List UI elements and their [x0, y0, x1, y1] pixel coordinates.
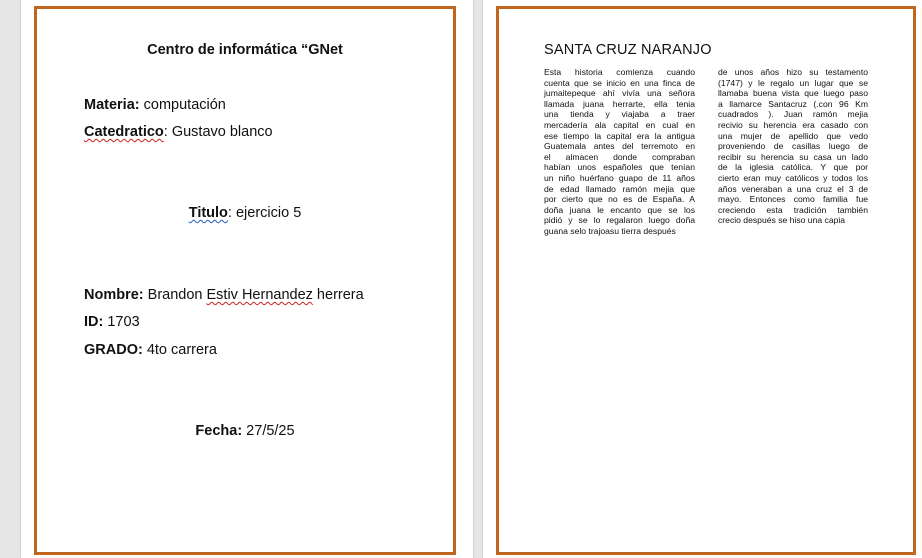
document-page-cover [21, 0, 473, 558]
nombre-label: Nombre: [84, 287, 144, 303]
story-line: de la iglesia católica. Y que por [718, 162, 868, 173]
story-line: recivio su herencia era casado con [718, 119, 868, 130]
fecha-line [37, 423, 453, 439]
catedratico-line [84, 124, 273, 140]
story-line: cierto eran muy católicos y todos los [718, 172, 868, 183]
id-value: 1703 [103, 314, 140, 330]
grado-line [84, 342, 217, 358]
story-line: llamaba buena vista que luego paso [718, 88, 868, 99]
id-label: ID: [84, 314, 104, 330]
story-line: una mujer de apellido que vedo [718, 130, 868, 141]
story-line: un niño huérfano guapo de 11 años [544, 172, 695, 183]
story-line: habían unos españoles que tenían [544, 162, 695, 173]
story-line: una tienda y viajaba a traer [544, 109, 695, 120]
story-line: mercadería ala capital en cual en [544, 119, 695, 130]
nombre-pre: Brandon [143, 287, 207, 303]
story-line: Guatemala antes del terremoto en [544, 141, 695, 152]
materia-value: computación [139, 97, 226, 113]
catedratico-value: : Gustavo blanco [163, 124, 273, 140]
fecha-value: 27/5/25 [242, 423, 295, 439]
titulo-value: : ejercicio 5 [227, 205, 302, 221]
nombre-spell: Estiv Hernandez [206, 287, 313, 303]
story-line: mayo. Entonces como familia fue [718, 194, 868, 205]
document-page-story [483, 0, 922, 558]
id-line [84, 314, 140, 330]
story-line: proveniendo de casillas luego de [718, 141, 868, 152]
story-line: por cierto que no es de España. A [544, 194, 695, 205]
grado-value: 4to carrera [142, 342, 217, 358]
materia-line [84, 97, 226, 113]
story-line: de unos años hizo su testamento [718, 67, 868, 77]
story-column-right [718, 67, 868, 226]
story-line: jumaitepeque ahí vivía una señora [544, 88, 695, 99]
story-column-left [544, 67, 695, 237]
cover-title: Centro de informática “GNet [147, 42, 343, 58]
story-line: doña juana le encanto que se los [544, 204, 695, 215]
titulo-line [37, 205, 453, 221]
materia-label: Materia: [84, 97, 140, 113]
story-line: cuadrados ). Juan ramón mejia [718, 109, 868, 120]
fecha-label: Fecha: [195, 423, 243, 439]
story-line: recibir su herencia su casa un lado [718, 151, 868, 162]
titulo-label: Titulo [188, 205, 228, 221]
catedratico-label: Catedratico [84, 124, 164, 140]
nombre-line [84, 287, 364, 303]
story-line: Esta historia comienza cuando [544, 67, 695, 77]
story-line: de edad llamado ramón mejia que [544, 183, 695, 194]
story-title: SANTA CRUZ NARANJO [544, 42, 712, 58]
story-line: años veneraban a una cruz el 3 de [718, 183, 868, 194]
story-line: el almacen donde compraban [544, 151, 695, 162]
story-line: a llamarce Santacruz (.con 96 Km [718, 98, 868, 109]
story-line: cuenta que se inicio en una finca de [544, 77, 695, 88]
page-border [34, 6, 456, 555]
story-line: creciendo esta tradición también [718, 204, 868, 215]
story-line: guana selo trajoasu tierra después [544, 225, 676, 236]
grado-label: GRADO: [84, 342, 143, 358]
story-line: llamada juana herrarte, ella tenia [544, 98, 695, 109]
story-line: pidió y se lo regalaron luego doña [544, 215, 695, 226]
story-line: ese tiempo la capital era la antigua [544, 130, 695, 141]
story-line: (1747) y le regalo un lugar que se [718, 77, 868, 88]
nombre-post: herrera [312, 287, 364, 303]
story-line: crecio después se hiso una capia [718, 215, 846, 226]
